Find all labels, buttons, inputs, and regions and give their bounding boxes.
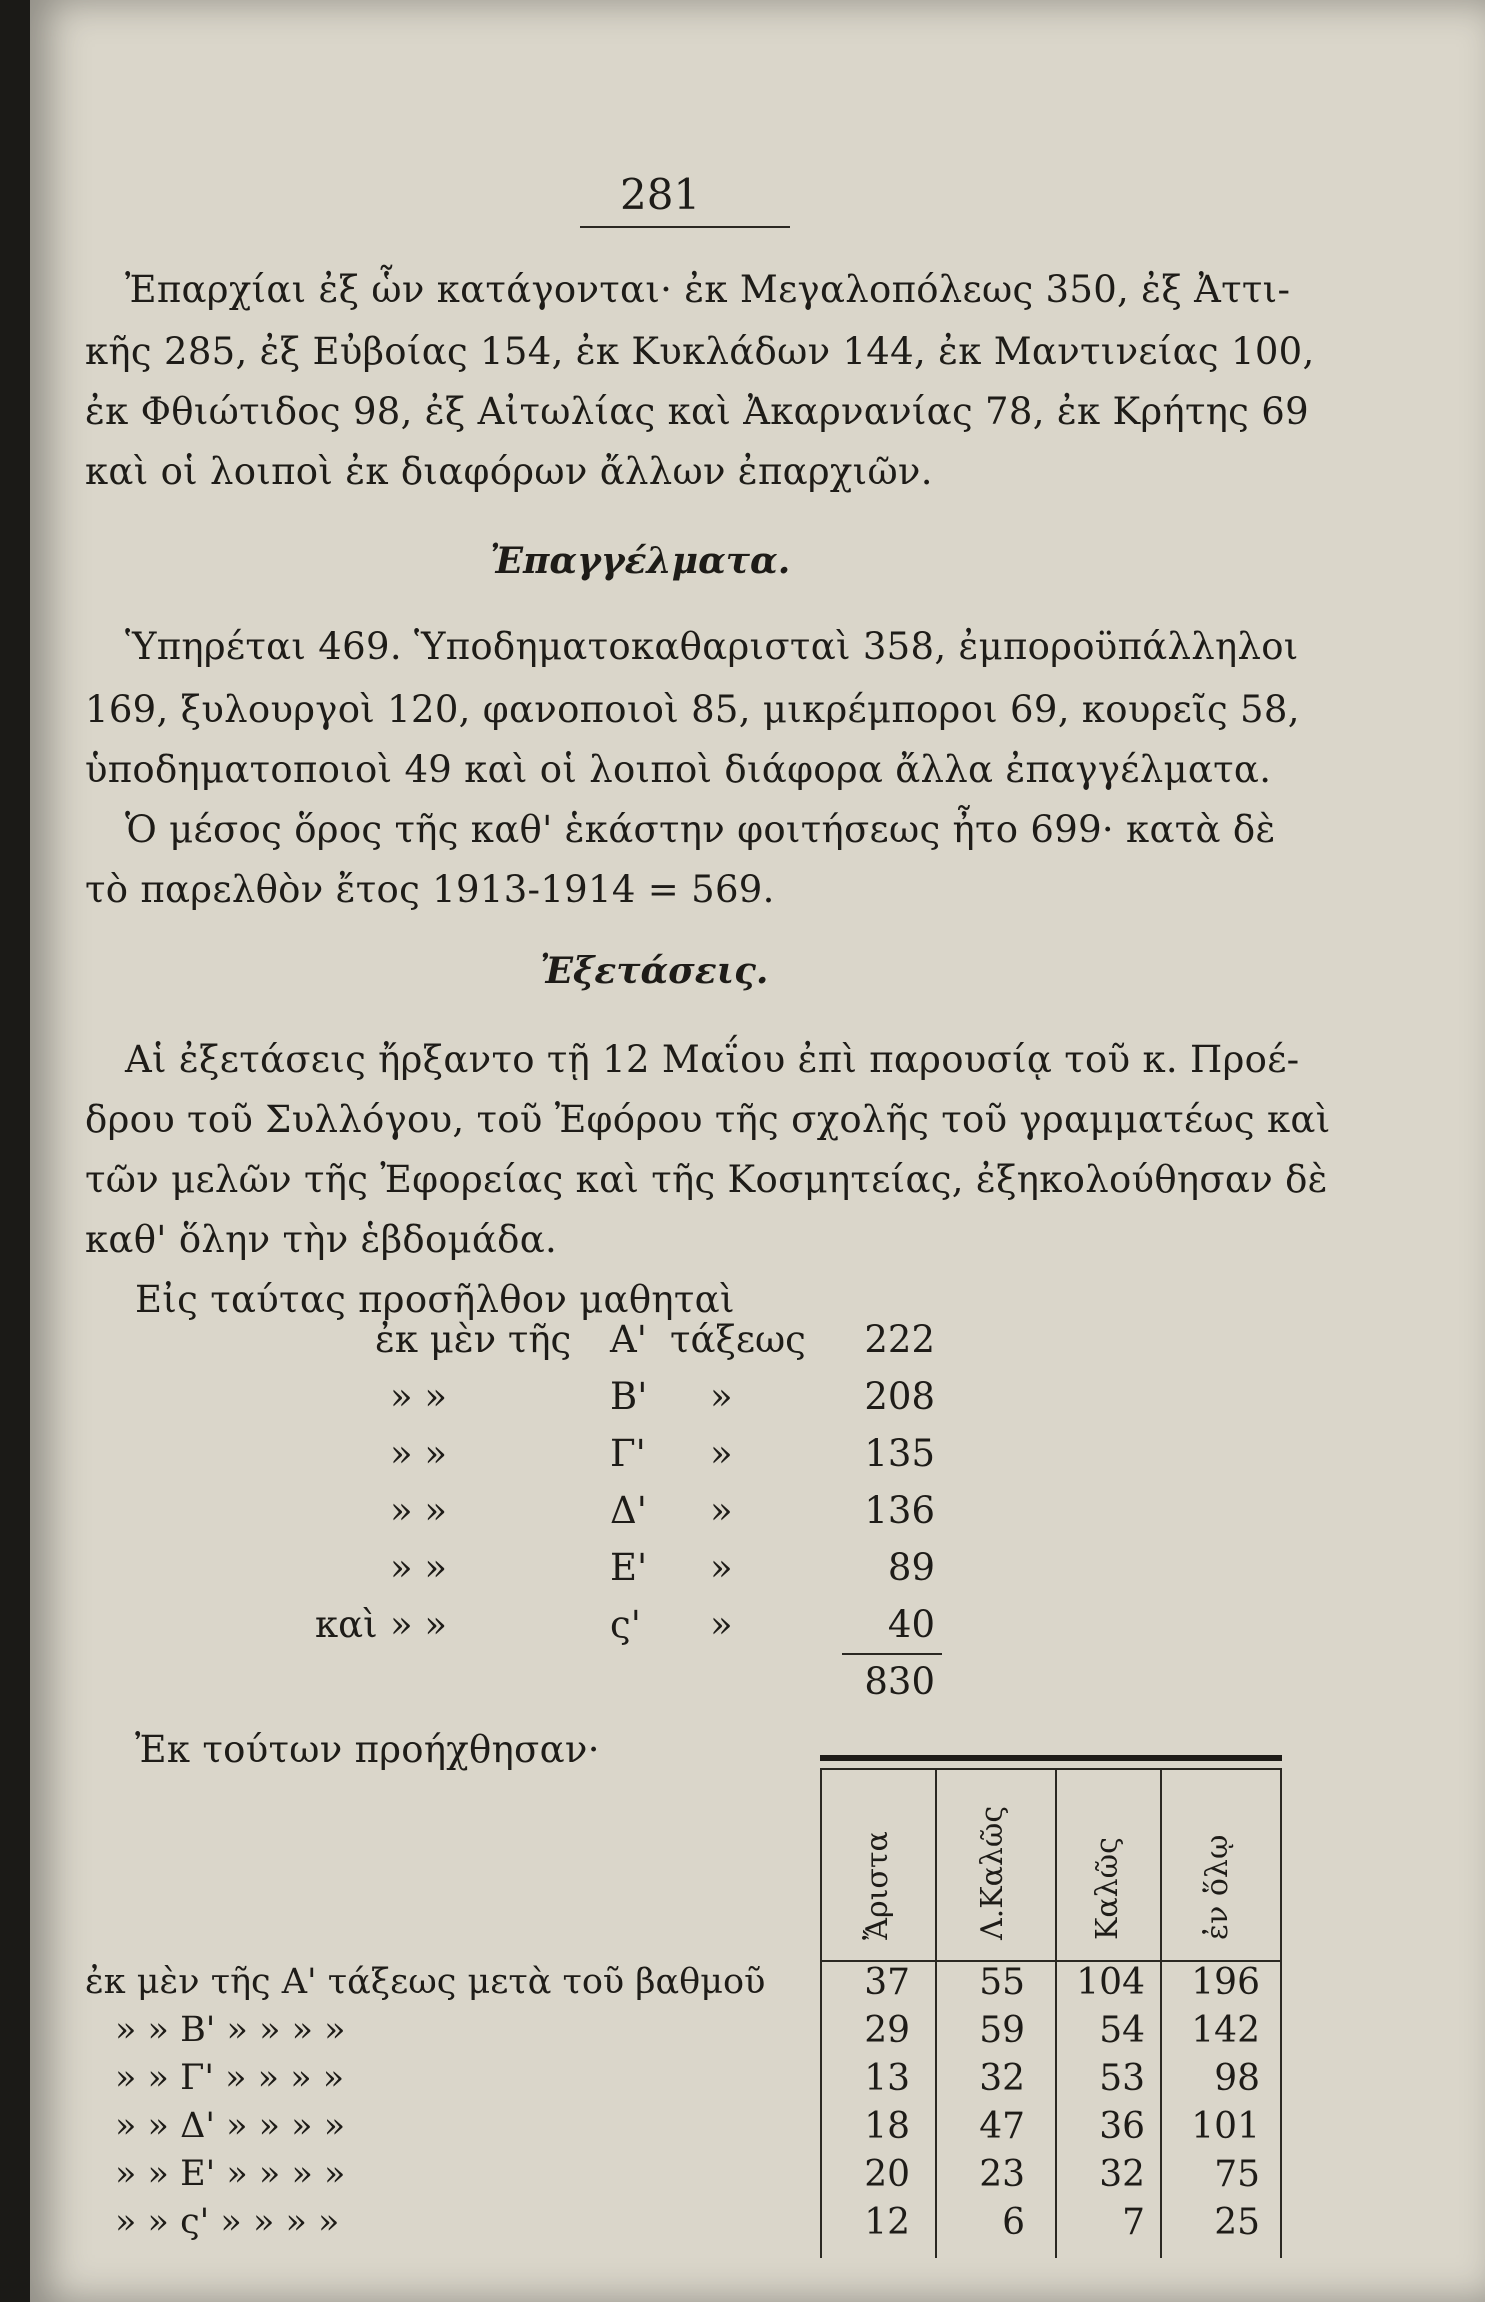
- table-row-label: » » ς' » » » »: [115, 2202, 340, 2242]
- table-vline: [1280, 1768, 1282, 2258]
- paragraph-4-line-1: Αἱ ἐξετάσεις ἤρξαντο τῇ 12 Μαΐου ἐπὶ παρουσίᾳ τοῦ κ. Προέ-: [125, 1038, 1300, 1081]
- paragraph-1-line-3: ἐκ Φθιώτιδος 98, ἐξ Αἰτωλίας καὶ Ἀκαρνανίας 78, ἐκ Κρήτης 69: [85, 390, 1309, 433]
- class-count-kai: καὶ: [315, 1603, 378, 1646]
- table-row-label: ἐκ μὲν τῆς Α' τάξεως μετὰ τοῦ βαθμοῦ: [85, 1962, 766, 2002]
- table-cell: 142: [1191, 2010, 1260, 2051]
- table-vline: [1055, 1768, 1057, 2258]
- class-count-suffix: »: [710, 1546, 733, 1589]
- intro-promoted: Ἐκ τούτων προήχθησαν·: [135, 1728, 600, 1771]
- page-number-rule: [580, 226, 790, 228]
- class-count-prefix: » »: [390, 1603, 448, 1646]
- class-count-class: Γ': [610, 1432, 646, 1475]
- table-cell: 59: [979, 2010, 1025, 2051]
- table-cell: 20: [864, 2154, 910, 2195]
- class-count-value: 40: [887, 1603, 935, 1646]
- class-count-class: Β': [610, 1375, 648, 1418]
- paragraph-3-line-2: τὸ παρελθὸν ἔτος 1913-1914 = 569.: [85, 868, 775, 911]
- class-count-class: ς': [610, 1603, 641, 1646]
- class-count-suffix: τάξεως: [670, 1318, 806, 1361]
- table-cell: 29: [864, 2010, 910, 2051]
- table-cell: 32: [1099, 2154, 1145, 2195]
- table-cell: 6: [1002, 2202, 1025, 2243]
- table-top-rule: [820, 1755, 1282, 1761]
- table-header-cell: Λ.Καλῶς: [975, 1805, 1010, 1940]
- table-header-cell: ἐν ὅλῳ: [1200, 1834, 1235, 1940]
- class-count-value: 208: [864, 1375, 935, 1418]
- table-header-cell: Καλῶς: [1090, 1837, 1125, 1940]
- class-count-class: Ε': [610, 1546, 648, 1589]
- table-header-cell: Ἄριστα: [860, 1831, 895, 1940]
- paragraph-4-line-3: τῶν μελῶν τῆς Ἐφορείας καὶ τῆς Κοσμητείας, ἐξηκολούθησαν δὲ: [85, 1158, 1328, 1201]
- class-count-prefix: » »: [390, 1489, 448, 1532]
- table-cell: 37: [864, 1962, 910, 2003]
- class-count-prefix: » »: [390, 1432, 448, 1475]
- paragraph-2-line-2: 169, ξυλουργοὶ 120, φανοποιοὶ 85, μικρέμποροι 69, κουρεῖς 58,: [85, 688, 1300, 731]
- table-row-label: » » Β' » » » »: [115, 2010, 346, 2050]
- paragraph-3-line-1: Ὁ μέσος ὅρος τῆς καθ' ἑκάστην φοιτήσεως ἦτο 699· κατὰ δὲ: [125, 808, 1276, 851]
- class-count-prefix: » »: [390, 1375, 448, 1418]
- table-cell: 7: [1122, 2202, 1145, 2243]
- class-count-value: 135: [864, 1432, 935, 1475]
- class-count-class: Α': [610, 1318, 647, 1361]
- class-count-total: 830: [864, 1660, 935, 1703]
- class-count-value: 136: [864, 1489, 935, 1532]
- page-number: 281: [620, 170, 701, 219]
- paragraph-1-line-4: καὶ οἱ λοιποὶ ἐκ διαφόρων ἄλλων ἐπαρχιῶν.: [85, 450, 933, 493]
- table-cell: 75: [1214, 2154, 1260, 2195]
- table-cell: 54: [1099, 2010, 1145, 2051]
- intro-attendance: Εἰς ταύτας προσῆλθον μαθηταὶ: [135, 1278, 735, 1321]
- table-row-label: » » Ε' » » » »: [115, 2154, 346, 2194]
- paragraph-1-line-1: Ἐπαρχίαι ἐξ ὧν κατάγονται· ἐκ Μεγαλοπόλεως 350, ἐξ Ἀττι-: [125, 268, 1291, 311]
- paragraph-4-line-4: καθ' ὅλην τὴν ἑβδομάδα.: [85, 1218, 558, 1261]
- table-cell: 13: [864, 2058, 910, 2099]
- table-vline: [820, 1768, 822, 2258]
- paragraph-1-line-2: κῆς 285, ἐξ Εὐβοίας 154, ἐκ Κυκλάδων 144, ἐκ Μαντινείας 100,: [85, 330, 1315, 373]
- class-count-suffix: »: [710, 1489, 733, 1532]
- class-count-suffix: »: [710, 1375, 733, 1418]
- table-cell: 101: [1191, 2106, 1260, 2147]
- heading-examinations: Ἐξετάσεις.: [540, 950, 769, 992]
- class-count-suffix: »: [710, 1432, 733, 1475]
- table-cell: 23: [979, 2154, 1025, 2195]
- table-row-label: » » Δ' » » » »: [115, 2106, 346, 2146]
- table-second-rule: [820, 1768, 1282, 1770]
- table-cell: 55: [979, 1962, 1025, 2003]
- class-count-prefix: » »: [390, 1546, 448, 1589]
- table-cell: 36: [1099, 2106, 1145, 2147]
- class-count-prefix: ἐκ μὲν τῆς: [375, 1318, 572, 1361]
- paragraph-2-line-3: ὑποδηματοποιοὶ 49 καὶ οἱ λοιποὶ διάφορα ἄλλα ἐπαγγέλματα.: [85, 748, 1272, 791]
- class-count-suffix: »: [710, 1603, 733, 1646]
- class-count-class: Δ': [610, 1489, 647, 1532]
- paragraph-2-line-1: Ὑπηρέται 469. Ὑποδηματοκαθαρισταὶ 358, ἐμποροϋπάλληλοι: [125, 625, 1299, 668]
- table-cell: 18: [864, 2106, 910, 2147]
- table-cell: 47: [979, 2106, 1025, 2147]
- table-cell: 32: [979, 2058, 1025, 2099]
- sum-rule: [842, 1653, 942, 1655]
- table-cell: 98: [1214, 2058, 1260, 2099]
- table-cell: 25: [1214, 2202, 1260, 2243]
- table-cell: 104: [1076, 1962, 1145, 2003]
- paragraph-4-line-2: δρου τοῦ Συλλόγου, τοῦ Ἐφόρου τῆς σχολῆς τοῦ γραμματέως καὶ: [85, 1098, 1331, 1141]
- heading-occupations: Ἐπαγγέλματα.: [490, 540, 791, 582]
- book-page: [30, 0, 1485, 2302]
- table-cell: 196: [1191, 1962, 1260, 2003]
- class-count-value: 222: [864, 1318, 935, 1361]
- table-row-label: » » Γ' » » » »: [115, 2058, 345, 2098]
- table-cell: 53: [1099, 2058, 1145, 2099]
- class-count-value: 89: [887, 1546, 935, 1589]
- table-vline: [1160, 1768, 1162, 2258]
- table-vline: [935, 1768, 937, 2258]
- table-cell: 12: [864, 2202, 910, 2243]
